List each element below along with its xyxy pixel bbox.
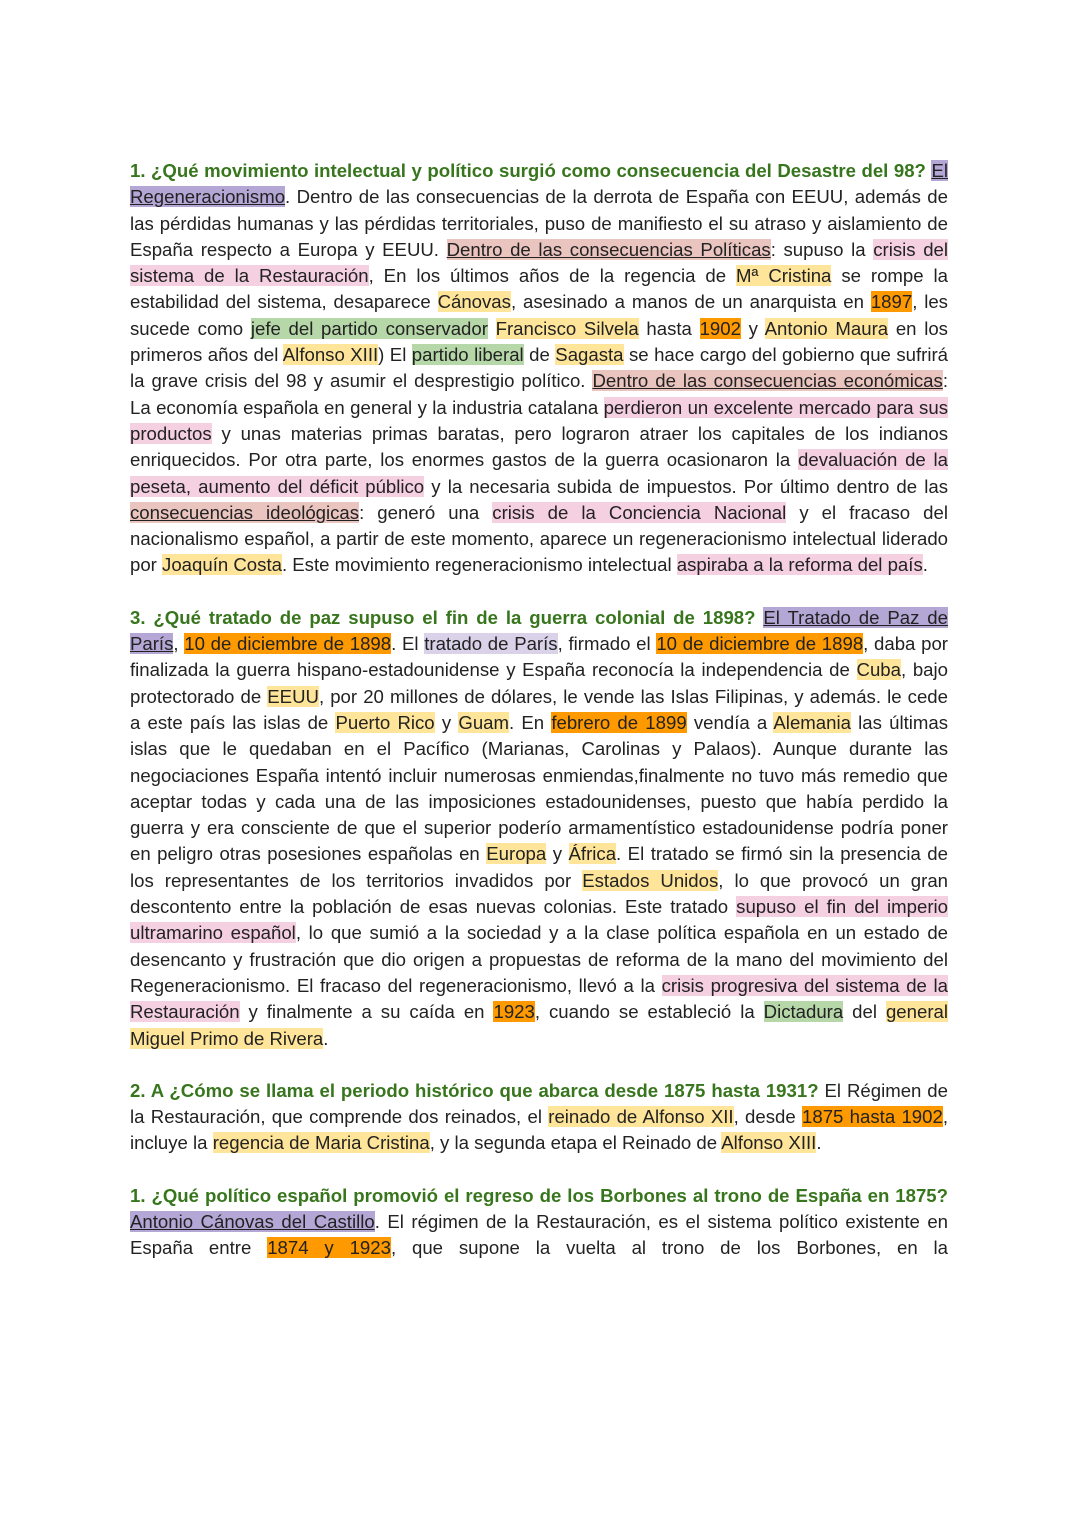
body-text: y [546,843,569,865]
body-text: en los primeros años del [130,317,948,366]
body-text: . El régimen de la Restauración, es el sistema político existente en España entre [130,1210,949,1259]
yellow-highlight: Joaquín Costa [162,554,282,576]
yellow-highlight: Antonio Maura [764,317,889,339]
body-text: . [323,1027,329,1049]
yellow-highlight: general Miguel Primo de Rivera [130,1001,948,1049]
body-text: . [922,554,928,576]
date-highlight: 1875 hasta 1902 [802,1106,943,1128]
yellow-highlight: África [568,843,617,865]
date-highlight: 10 de diciembre de 1898 [656,633,864,655]
green-highlight: Dictadura [763,1001,844,1023]
yellow-highlight: Estados Unidos [582,869,719,891]
body-text: El Régimen de la Restauración, que comprende dos reinados, el [130,1079,948,1128]
body-text: , bajo protectorado de [130,659,948,707]
body-text: . [816,1132,822,1154]
body-text: , lo que provocó un gran descontento entre la población de esas nuevas colonias. Este tratado [130,869,949,918]
answer-highlight: El Tratado de Paz de París [130,606,948,655]
body-text: , por 20 millones de dólares, le vende las Islas Filipinas, y además. le cede a este país las islas de [130,685,948,733]
body-text: . El tratado se firmó sin la presencia de los representantes de los territorios invadidos por [130,843,948,891]
body-text: se hace cargo del gobierno que sufrirá la grave crisis del 98 y asumir el desprestigio político. [130,344,949,392]
body-text: y unas materias primas baratas, pero lograron atraer los capitales de los indianos enriquecidos. Por otra parte, los enormes gastos de la guerra ocasionaron la [130,422,948,471]
yellow-highlight: EEUU [267,685,319,707]
answer-highlight: Antonio Cánovas del Castillo [130,1210,375,1232]
body-text: las últimas islas que le quedaban en el Pacífico (Marianas, Carolinas y Palaos). Aunque durante las negociaciones España intentó incluir numerosas enmiendas,finalmente no tuvo más remedio que aceptar todas y cada una de las imposiciones estadounidenses, puesto que había perdido la guerra y era consciente de que el superior poderío armamentístico estadounidense podría poner en peligro otras posesiones españolas en [130,711,948,865]
pink-highlight: crisis progresiva del sistema de la Restauración [130,974,948,1023]
yellow-highlight: Alfonso XIII [721,1132,817,1154]
lavender-highlight: tratado de París [424,633,558,655]
body-text: , asesinado a manos de un anarquista en [510,291,871,313]
yellow-highlight: Europa [486,843,547,865]
question-heading: 1. ¿Qué movimiento intelectual y político surgió como consecuencia del Desastre del 98? [130,160,932,181]
body-text: y [434,711,459,733]
question-heading: 2. A ¿Cómo se llama el periodo histórico que abarca desde 1875 hasta 1931? [130,1079,825,1101]
yellow-highlight: Cánovas [437,291,511,313]
body-text: y finalmente a su caída en [239,1001,494,1023]
pink-highlight: devaluación de la peseta, aumento del déficit público [130,449,949,497]
body-text: . En [509,711,552,733]
body-text: se rompe la estabilidad del sistema, desaparece [130,265,949,313]
question-heading: 1. ¿Qué político español promovió el regreso de los Borbones al trono de España en 1875? [130,1184,948,1206]
body-text: . Dentro de las consecuencias de la derrota de España con EEUU, además de las pérdidas humanas y las pérdidas territoriales, puso de manifiesto el su atraso y aislamiento de España respecto a Europa y EEUU. [130,186,948,260]
body-text: , incluye la [130,1106,948,1154]
body-text: . El [391,633,425,655]
body-text: , firmado el [557,633,657,655]
body-text: vendía a [686,711,774,733]
body-text: , que supone la vuelta al trono de los Borbones, en la [390,1237,948,1259]
paragraph [130,1183,948,1262]
body-text: . Este movimiento regeneracionismo intelectual [281,554,677,576]
question-heading: 3. ¿Qué tratado de paz supuso el fin de la guerra colonial de 1898? [130,606,764,628]
answer-highlight: El Regeneracionismo [130,160,948,208]
green-highlight: partido liberal [411,344,524,366]
yellow-highlight: Alfonso XIII [282,344,379,366]
section-label-highlight: consecuencias ideológicas [130,501,360,523]
body-text: ) El [378,344,412,366]
body-text: , les sucede como [130,291,948,339]
body-text: y el fracaso del nacionalismo español, a partir de este momento, aparece un regeneracionismo intelectual liderado por [130,501,948,576]
body-text: , desde [733,1106,803,1128]
yellow-highlight: Francisco Silvela [495,317,639,339]
document-page [130,158,948,1288]
yellow-highlight: Sagasta [555,344,624,366]
date-highlight: 1897 [870,291,913,313]
body-text: , cuando se estableció la [534,1001,764,1023]
yellow-highlight: reinado de Alfonso XII [548,1106,734,1128]
pink-highlight: crisis del sistema de la Restauración [130,238,949,287]
date-highlight: 1923 [493,1001,535,1023]
yellow-highlight: Puerto Rico [335,711,435,733]
yellow-highlight: Mª Cristina [736,265,832,287]
yellow-highlight: Guam [458,711,509,733]
body-text: y la necesaria subida de impuestos. Por último dentro de las [424,475,948,497]
body-text: : generó una [359,501,493,523]
yellow-highlight: Alemania [773,711,851,733]
body-text: : La economía española en general y la industria catalana [130,370,948,418]
body-text: del [843,1001,886,1023]
body-text: de [523,344,556,366]
body-text: , lo que sumió a la sociedad y a la clase política española en un estado de desencanto y frustración que dio origen a propuestas de reforma de la mano del movimiento del Regeneracionismo. El fracaso del regeneracionismo, llevó a la [130,922,948,996]
body-text: hasta [638,317,700,339]
pink-highlight: aspiraba a la reforma del país [676,554,923,576]
body-text: , [173,633,185,655]
paragraph [130,605,948,1052]
section-label-highlight: Dentro de las consecuencias Políticas [446,238,771,260]
pink-highlight: supuso el fin del imperio ultramarino español [130,896,948,944]
yellow-highlight: Cuba [856,659,901,681]
yellow-highlight: regencia de Maria Cristina [212,1132,430,1154]
paragraph [130,158,948,579]
section-label-highlight: Dentro de las consecuencias económicas [592,370,943,392]
paragraph [130,1078,948,1157]
date-highlight: febrero de 1899 [551,711,687,733]
green-highlight: jefe del partido conservador [250,317,488,339]
date-highlight: 1874 y 1923 [267,1237,391,1259]
body-text: y [740,317,765,339]
body-text [488,318,496,339]
pink-highlight: perdieron un excelente mercado para sus productos [130,396,948,444]
pink-highlight: crisis de la Conciencia Nacional [492,501,787,523]
body-text: , En los últimos años de la regencia de [368,265,737,287]
body-text: , y la segunda etapa el Reinado de [429,1132,722,1154]
body-text: , daba por finalizada la guerra hispano-estadounidense y España reconocía la independencia de [130,633,948,681]
body-text: : supuso la [770,238,874,260]
date-highlight: 10 de diciembre de 1898 [184,633,392,655]
date-highlight: 1902 [699,317,741,339]
